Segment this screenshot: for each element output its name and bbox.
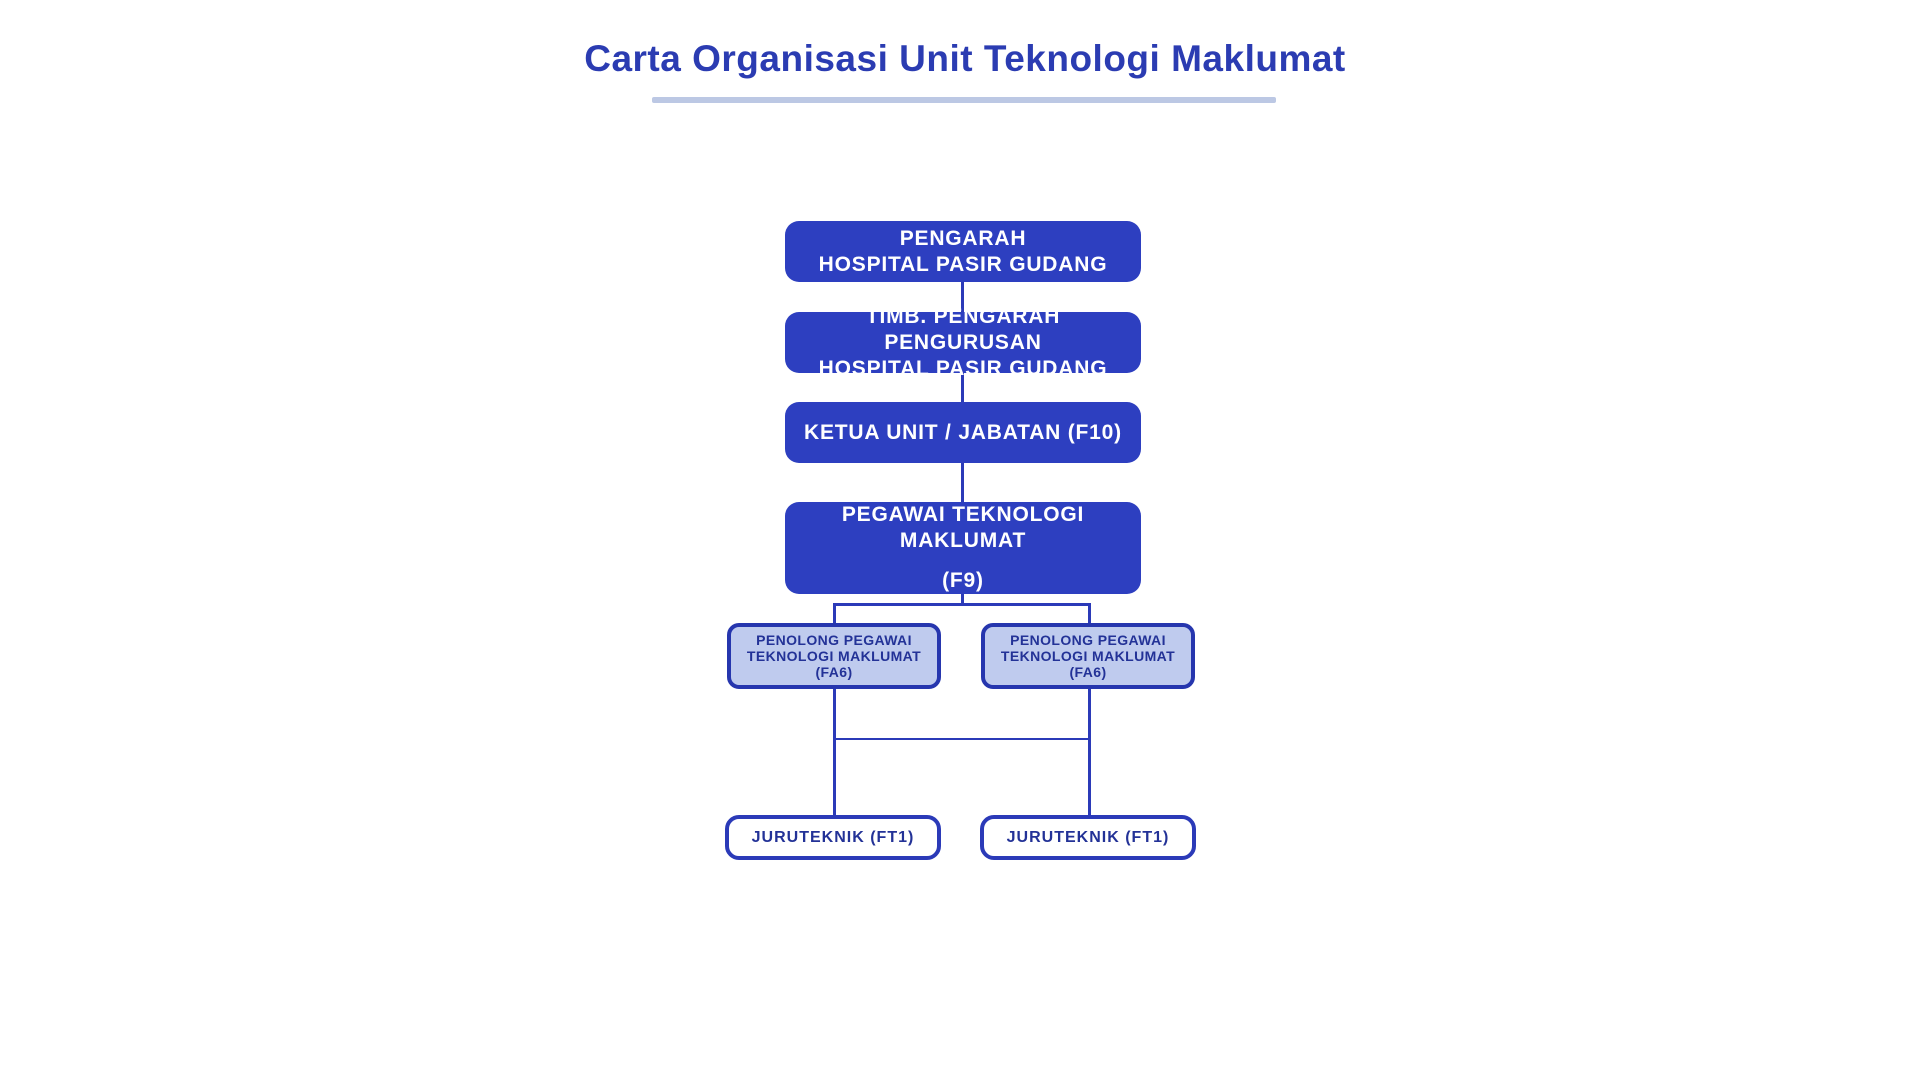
org-node-juruteknik-1: [725, 815, 941, 860]
org-node-juruteknik-2: [980, 815, 1196, 860]
node-label-line: PENOLONG PEGAWAI: [1010, 632, 1166, 648]
node-label-line: HOSPITAL PASIR GUDANG: [818, 356, 1108, 380]
node-label-line: HOSPITAL PASIR GUDANG: [818, 252, 1108, 276]
org-node-ketua-unit: [785, 402, 1141, 463]
org-node-pegawai-teknologi: [785, 502, 1141, 594]
node-label-line: PEGAWAI TEKNOLOGI MAKLUMAT: [841, 503, 1085, 552]
node-label-line: JURUTEKNIK (FT1): [751, 828, 915, 846]
org-node-penolong-pegawai-2: [981, 623, 1195, 689]
node-label-line: (FA6): [1069, 664, 1107, 680]
connector-line: [1088, 603, 1091, 623]
org-node-pengarah: [785, 221, 1141, 282]
connector-line: [833, 738, 1091, 740]
node-label-line: (FA6): [815, 664, 853, 680]
node-label-line: PENOLONG PEGAWAI: [756, 632, 912, 648]
node-label-line: TIMB. PENGARAH PENGURUSAN: [865, 304, 1061, 354]
title-underline: [652, 97, 1276, 103]
node-label-line: KETUA UNIT / JABATAN (F10): [804, 420, 1122, 444]
org-node-penolong-pegawai-1: [727, 623, 941, 689]
node-label-line: PENGARAH: [899, 226, 1027, 250]
connector-line: [833, 603, 1091, 606]
page-title: Carta Organisasi Unit Teknologi Maklumat: [584, 38, 1346, 79]
node-label-line: TEKNOLOGI MAKLUMAT: [1000, 648, 1176, 664]
node-label-line: TEKNOLOGI MAKLUMAT: [746, 648, 922, 664]
connector-line: [833, 603, 836, 623]
connector-line: [833, 689, 836, 815]
connector-line: [961, 463, 964, 502]
connector-line: [1088, 689, 1091, 815]
node-label-line: JURUTEKNIK (FT1): [1006, 828, 1170, 846]
org-node-timbalan-pengarah: [785, 304, 1141, 380]
node-label-line: (F9): [942, 569, 984, 592]
